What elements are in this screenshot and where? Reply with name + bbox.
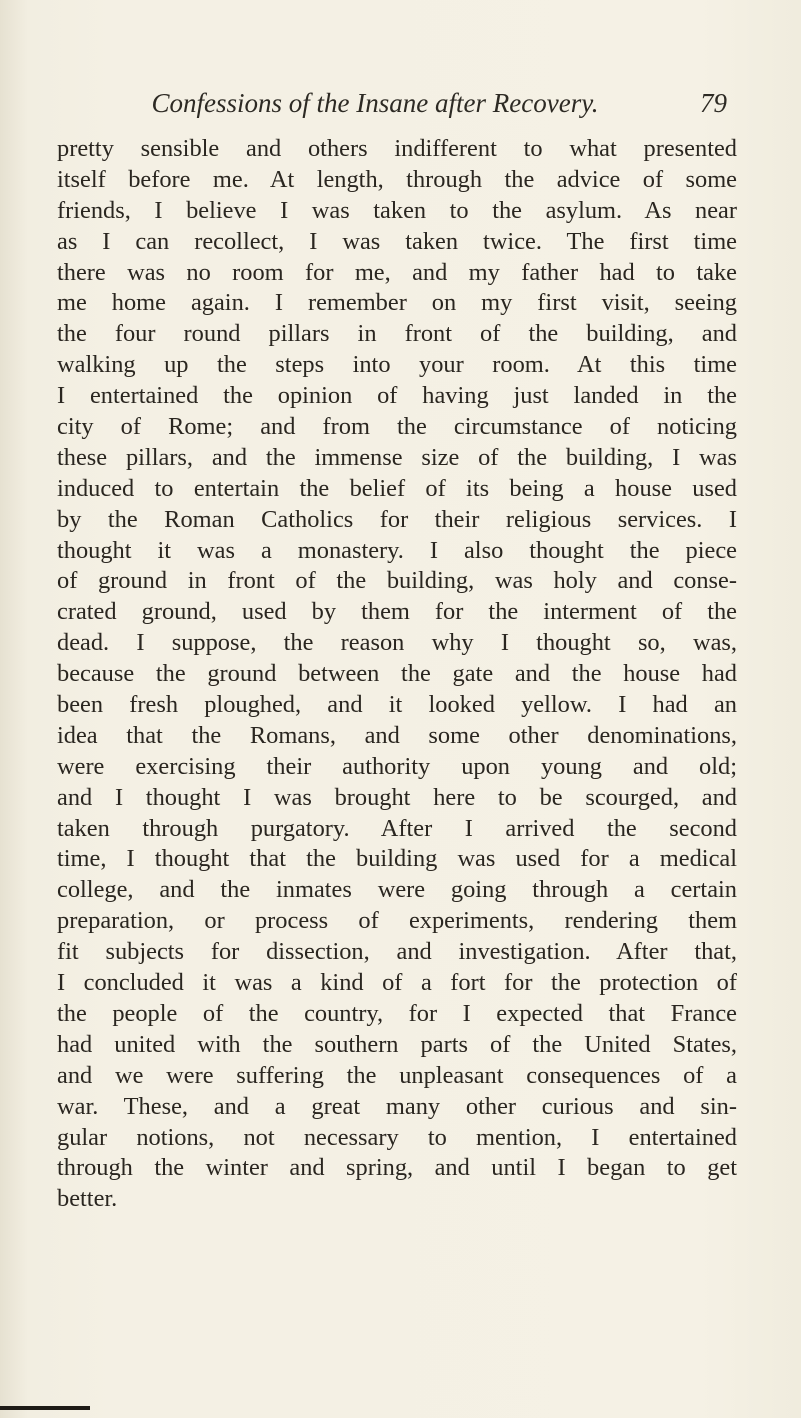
text-line: friends, I believe I was taken to the asylum. As near — [57, 196, 737, 224]
body-text — [57, 134, 737, 1215]
text-line: of ground in front of the building, was holy and conse- — [57, 567, 737, 595]
text-line: fit subjects for dissection, and investigation. After that, — [57, 938, 737, 966]
text-line: me home again. I remember on my first visit, seeing — [57, 289, 737, 317]
text-line: thought it was a monastery. I also thought the piece — [57, 536, 737, 564]
text-line: I entertained the opinion of having just landed in the — [57, 382, 737, 410]
page-header — [0, 88, 801, 128]
text-line: the people of the country, for I expected that France — [57, 999, 737, 1027]
text-line: war. These, and a great many other curious and sin- — [57, 1092, 737, 1120]
text-line: dead. I suppose, the reason why I thought so, was, — [57, 629, 737, 657]
running-head: Confessions of the Insane after Recovery. — [151, 88, 599, 118]
text-line: induced to entertain the belief of its being a house used — [57, 474, 737, 502]
page-edge-rule — [0, 1406, 90, 1410]
page-number: 79 — [700, 88, 727, 118]
text-line: time, I thought that the building was used for a medical — [57, 845, 737, 873]
text-line: college, and the inmates were going through a certain — [57, 876, 737, 904]
text-line: and I thought I was brought here to be scourged, and — [57, 783, 737, 811]
text-line: these pillars, and the immense size of the building, I was — [57, 443, 737, 471]
text-line: city of Rome; and from the circumstance of noticing — [57, 413, 737, 441]
text-line: itself before me. At length, through the advice of some — [57, 165, 737, 193]
text-line: taken through purgatory. After I arrived the second — [57, 814, 737, 842]
text-line: were exercising their authority upon young and old; — [57, 752, 737, 780]
text-line: been fresh ploughed, and it looked yellow. I had an — [57, 691, 737, 719]
text-line: idea that the Romans, and some other denominations, — [57, 721, 737, 749]
text-line: gular notions, not necessary to mention, I entertained — [57, 1123, 737, 1151]
text-line: had united with the southern parts of the United States, — [57, 1030, 737, 1058]
text-line: as I can recollect, I was taken twice. The first time — [57, 227, 737, 255]
text-line: and we were suffering the unpleasant consequences of a — [57, 1061, 737, 1089]
text-line: the four round pillars in front of the building, and — [57, 320, 737, 348]
text-line: I concluded it was a kind of a fort for the protection of — [57, 969, 737, 997]
text-line: through the winter and spring, and until I began to get — [57, 1154, 737, 1182]
text-line: preparation, or process of experiments, rendering them — [57, 907, 737, 935]
text-line: by the Roman Catholics for their religious services. I — [57, 505, 737, 533]
text-line: because the ground between the gate and the house had — [57, 660, 737, 688]
text-line: pretty sensible and others indifferent to what presented — [57, 135, 737, 162]
text-line: there was no room for me, and my father had to take — [57, 258, 737, 286]
text-line: crated ground, used by them for the interment of the — [57, 598, 737, 626]
text-line: better. — [57, 1185, 118, 1213]
text-line: walking up the steps into your room. At this time — [57, 351, 737, 379]
